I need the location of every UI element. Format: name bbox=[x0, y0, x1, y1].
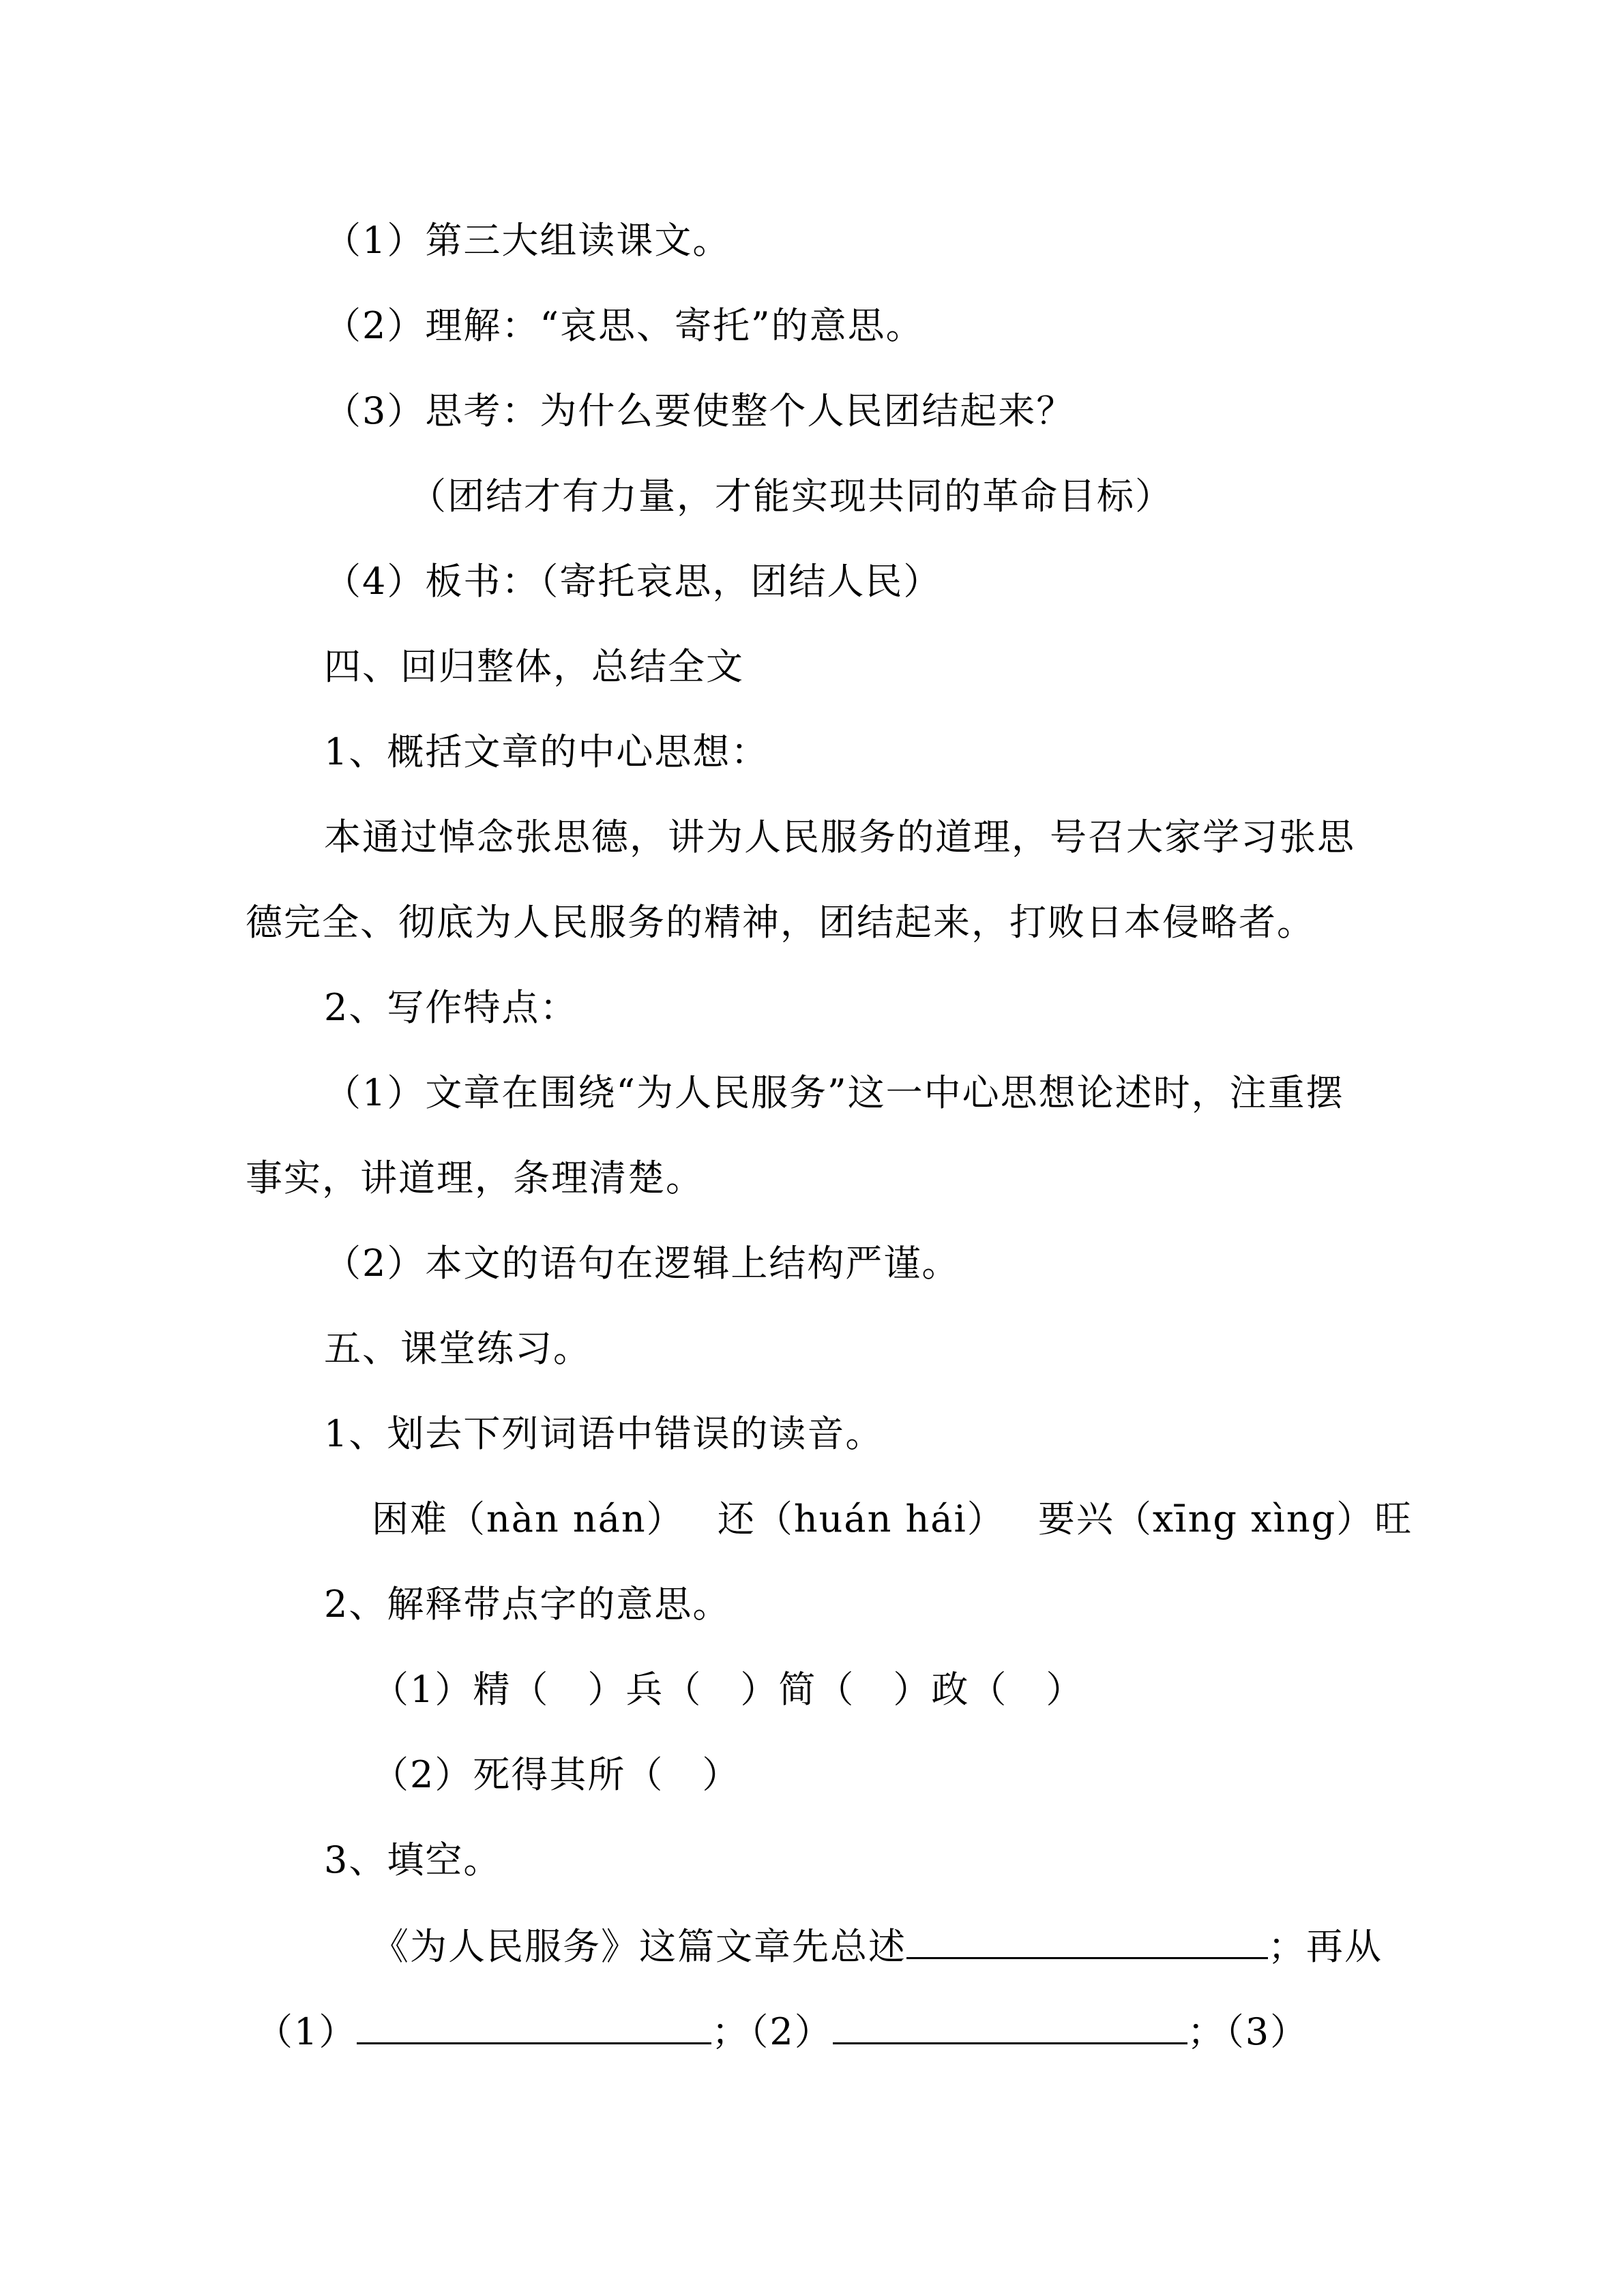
central-idea-text-1: 本通过悼念张思德，讲为人民服务的道理，号召大家学习张思 bbox=[324, 816, 1355, 859]
step-think-question: （3）思考：为什么要使整个人民团结起来？ bbox=[324, 389, 1075, 432]
fill-blank-text-2: ；再从 bbox=[1268, 1925, 1383, 1968]
central-idea-text-2: 德完全、彻底为人民服务的精神，团结起来，打败日本侵略者。 bbox=[246, 901, 1315, 944]
fill-blank-line-1 bbox=[372, 1922, 1383, 1971]
exercise-2-item-1: （1）精（ ）兵（ ）简（ ）政（ ） bbox=[372, 1668, 1084, 1711]
subheading-central-idea: 1、概括文章的中心思想： bbox=[324, 730, 769, 773]
section-heading-summary: 四、回归整体，总结全文 bbox=[324, 645, 744, 688]
step-understand-words: （2）理解：“哀思、寄托”的意思。 bbox=[324, 304, 924, 347]
blank-1[interactable] bbox=[357, 2007, 711, 2044]
fill-blank-line-2 bbox=[256, 2007, 1308, 2056]
fill-blank-label-1: （1） bbox=[256, 2010, 357, 2053]
exercise-2-prompt: 2、解释带点字的意思。 bbox=[324, 1583, 731, 1626]
feature-1-text-2: 事实，讲道理，条理清楚。 bbox=[246, 1157, 704, 1199]
exercise-2-item-2: （2）死得其所（ ） bbox=[372, 1753, 741, 1796]
fill-blank-text-1: 《为人民服务》这篇文章先总述 bbox=[372, 1925, 906, 1968]
exercise-1-items: 困难（nàn nán） 还（huán hái） 要兴（xīng xìng）旺 bbox=[372, 1497, 1413, 1540]
step-blackboard: （4）板书：（寄托哀思，团结人民） bbox=[324, 560, 942, 603]
answer-unity-power: （团结才有力量，才能实现共同的革命目标） bbox=[409, 475, 1173, 518]
section-heading-exercises: 五、课堂练习。 bbox=[324, 1327, 591, 1370]
feature-2-text: （2）本文的语句在逻辑上结构严谨。 bbox=[324, 1242, 960, 1285]
exercise-1-prompt: 1、划去下列词语中错误的读音。 bbox=[324, 1412, 884, 1455]
step-read-text: （1）第三大组读课文。 bbox=[324, 219, 731, 262]
subheading-writing-features: 2、写作特点： bbox=[324, 986, 578, 1029]
exercise-3-prompt: 3、填空。 bbox=[324, 1838, 502, 1881]
fill-blank-label-2: ；（2） bbox=[711, 2010, 833, 2053]
feature-1-text-1: （1）文章在围绕“为人民服务”这一中心思想论述时，注重摆 bbox=[324, 1071, 1344, 1114]
blank-summary[interactable] bbox=[906, 1922, 1268, 1959]
blank-2[interactable] bbox=[833, 2007, 1187, 2044]
fill-blank-label-3: ；（3） bbox=[1187, 2010, 1309, 2053]
